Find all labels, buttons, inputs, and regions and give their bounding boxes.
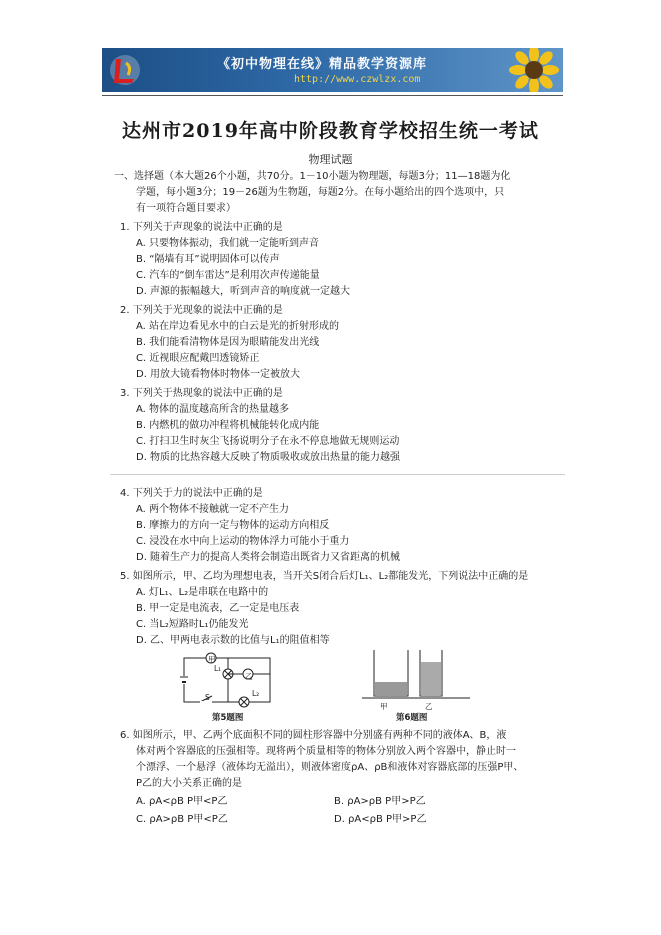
question-6-stem-line2: 体对两个容器底的压强相等。现将两个质量相等的物体分别放入两个容器中，静止时一	[136, 746, 516, 757]
sunflower-icon	[502, 48, 562, 92]
question-5-option-b: B. 甲一定是电流表，乙一定是电压表	[136, 603, 300, 614]
question-2-option-d: D. 用放大镜看物体时物体一定被放大	[136, 369, 301, 380]
question-6-option-c: C. ρA>ρB P甲<P乙	[136, 814, 228, 825]
section-instructions-line2: 学题，每小题3分；19－26题为生物题，每题2分。在每小题给出的四个选项中，只	[136, 187, 505, 198]
section-instructions-line1: 一、选择题（本大题26个小题，共70分。1－10小题为物理题，每题3分；11—18题为化	[114, 171, 511, 182]
question-3-option-c: C. 打扫卫生时灰尘飞扬说明分子在永不停息地做无规则运动	[136, 436, 400, 447]
banner-title: 《初中物理在线》精品教学资源库	[217, 57, 428, 72]
scan-seam	[110, 474, 565, 475]
question-4-stem: 4. 下列关于力的说法中正确的是	[120, 488, 263, 499]
figure-5-caption: 第5题图	[212, 713, 244, 723]
question-1-option-a: A. 只要物体振动，我们就一定能听到声音	[136, 238, 320, 249]
question-5-stem: 5. 如图所示，甲、乙均为理想电表，当开关S闭合后灯L₁、L₂都能发光，下列说法中正确的是	[120, 571, 529, 582]
fig5-label-jia: 甲	[208, 655, 216, 664]
question-6-stem-line3: 个漂浮、一个悬浮（液体均无溢出），则液体密度ρA、ρB和液体对容器底部的压强P甲、	[136, 762, 524, 773]
fig5-label-l1: L₁	[214, 664, 222, 673]
question-3-option-d: D. 物质的比热容越大反映了物质吸收或放出热量的能力越强	[136, 452, 401, 463]
question-1-option-b: B. “隔墙有耳”说明固体可以传声	[136, 254, 280, 265]
question-3-stem: 3. 下列关于热现象的说法中正确的是	[120, 388, 283, 399]
fig6-label-yi: 乙	[425, 702, 433, 711]
header-divider	[102, 95, 563, 96]
banner-url[interactable]: http://www.czwlzx.com	[294, 74, 421, 85]
fig5-label-s: S	[205, 693, 210, 702]
question-1-stem: 1. 下列关于声现象的说法中正确的是	[120, 222, 283, 233]
question-2-stem: 2. 下列关于光现象的说法中正确的是	[120, 305, 283, 316]
question-6-option-d: D. ρA<ρB P甲>P乙	[334, 814, 427, 825]
question-5-option-d: D. 乙、甲两电表示数的比值与L₁的阻值相等	[136, 635, 330, 646]
figure-6-containers	[362, 648, 470, 700]
page-title: 达州市2019年高中阶段教育学校招生统一考试	[122, 120, 539, 142]
site-logo-icon	[108, 53, 142, 87]
question-1-option-c: C. 汽车的“倒车雷达”是利用次声传递能量	[136, 270, 320, 281]
question-6-option-b: B. ρA>ρB P甲>P乙	[334, 796, 426, 807]
section-instructions-line3: 有一项符合题目要求）	[136, 203, 236, 214]
liquid-b	[421, 662, 441, 696]
question-6-stem-line4: P乙的大小关系正确的是	[136, 778, 243, 789]
question-2-option-a: A. 站在岸边看见水中的白云是光的折射形成的	[136, 321, 340, 332]
question-6-option-a: A. ρA<ρB P甲<P乙	[136, 796, 228, 807]
question-5-option-c: C. 当L₂短路时L₁仍能发光	[136, 619, 249, 630]
question-2-option-c: C. 近视眼应配戴凹透镜矫正	[136, 353, 260, 364]
fig5-label-l2: L₂	[252, 689, 260, 698]
fig5-label-yi: 乙	[245, 672, 253, 681]
question-6-stem-line1: 6. 如图所示，甲、乙两个底面积不同的圆柱形容器中分别盛有两种不同的液体A、B，液	[120, 730, 507, 741]
liquid-a	[375, 682, 407, 696]
question-4-option-d: D. 随着生产力的提高人类将会制造出既省力又省距离的机械	[136, 552, 401, 563]
fig6-label-jia: 甲	[380, 702, 388, 711]
question-2-option-b: B. 我们能看清物体是因为眼睛能发出光线	[136, 337, 320, 348]
question-1-option-d: D. 声源的振幅越大，听到声音的响度就一定越大	[136, 286, 351, 297]
figure-5-circuit	[178, 650, 278, 710]
question-4-option-a: A. 两个物体不接触就一定不产生力	[136, 504, 290, 515]
question-5-option-a: A. 灯L₁、L₂是串联在电路中的	[136, 587, 269, 598]
page-subtitle: 物理试题	[308, 153, 353, 166]
question-4-option-b: B. 摩擦力的方向一定与物体的运动方向相反	[136, 520, 330, 531]
header-banner	[102, 48, 563, 92]
question-3-option-b: B. 内燃机的做功冲程将机械能转化成内能	[136, 420, 320, 431]
figure-6-caption: 第6题图	[396, 713, 428, 723]
question-3-option-a: A. 物体的温度越高所含的热量越多	[136, 404, 290, 415]
question-4-option-c: C. 浸没在水中向上运动的物体浮力可能小于重力	[136, 536, 350, 547]
